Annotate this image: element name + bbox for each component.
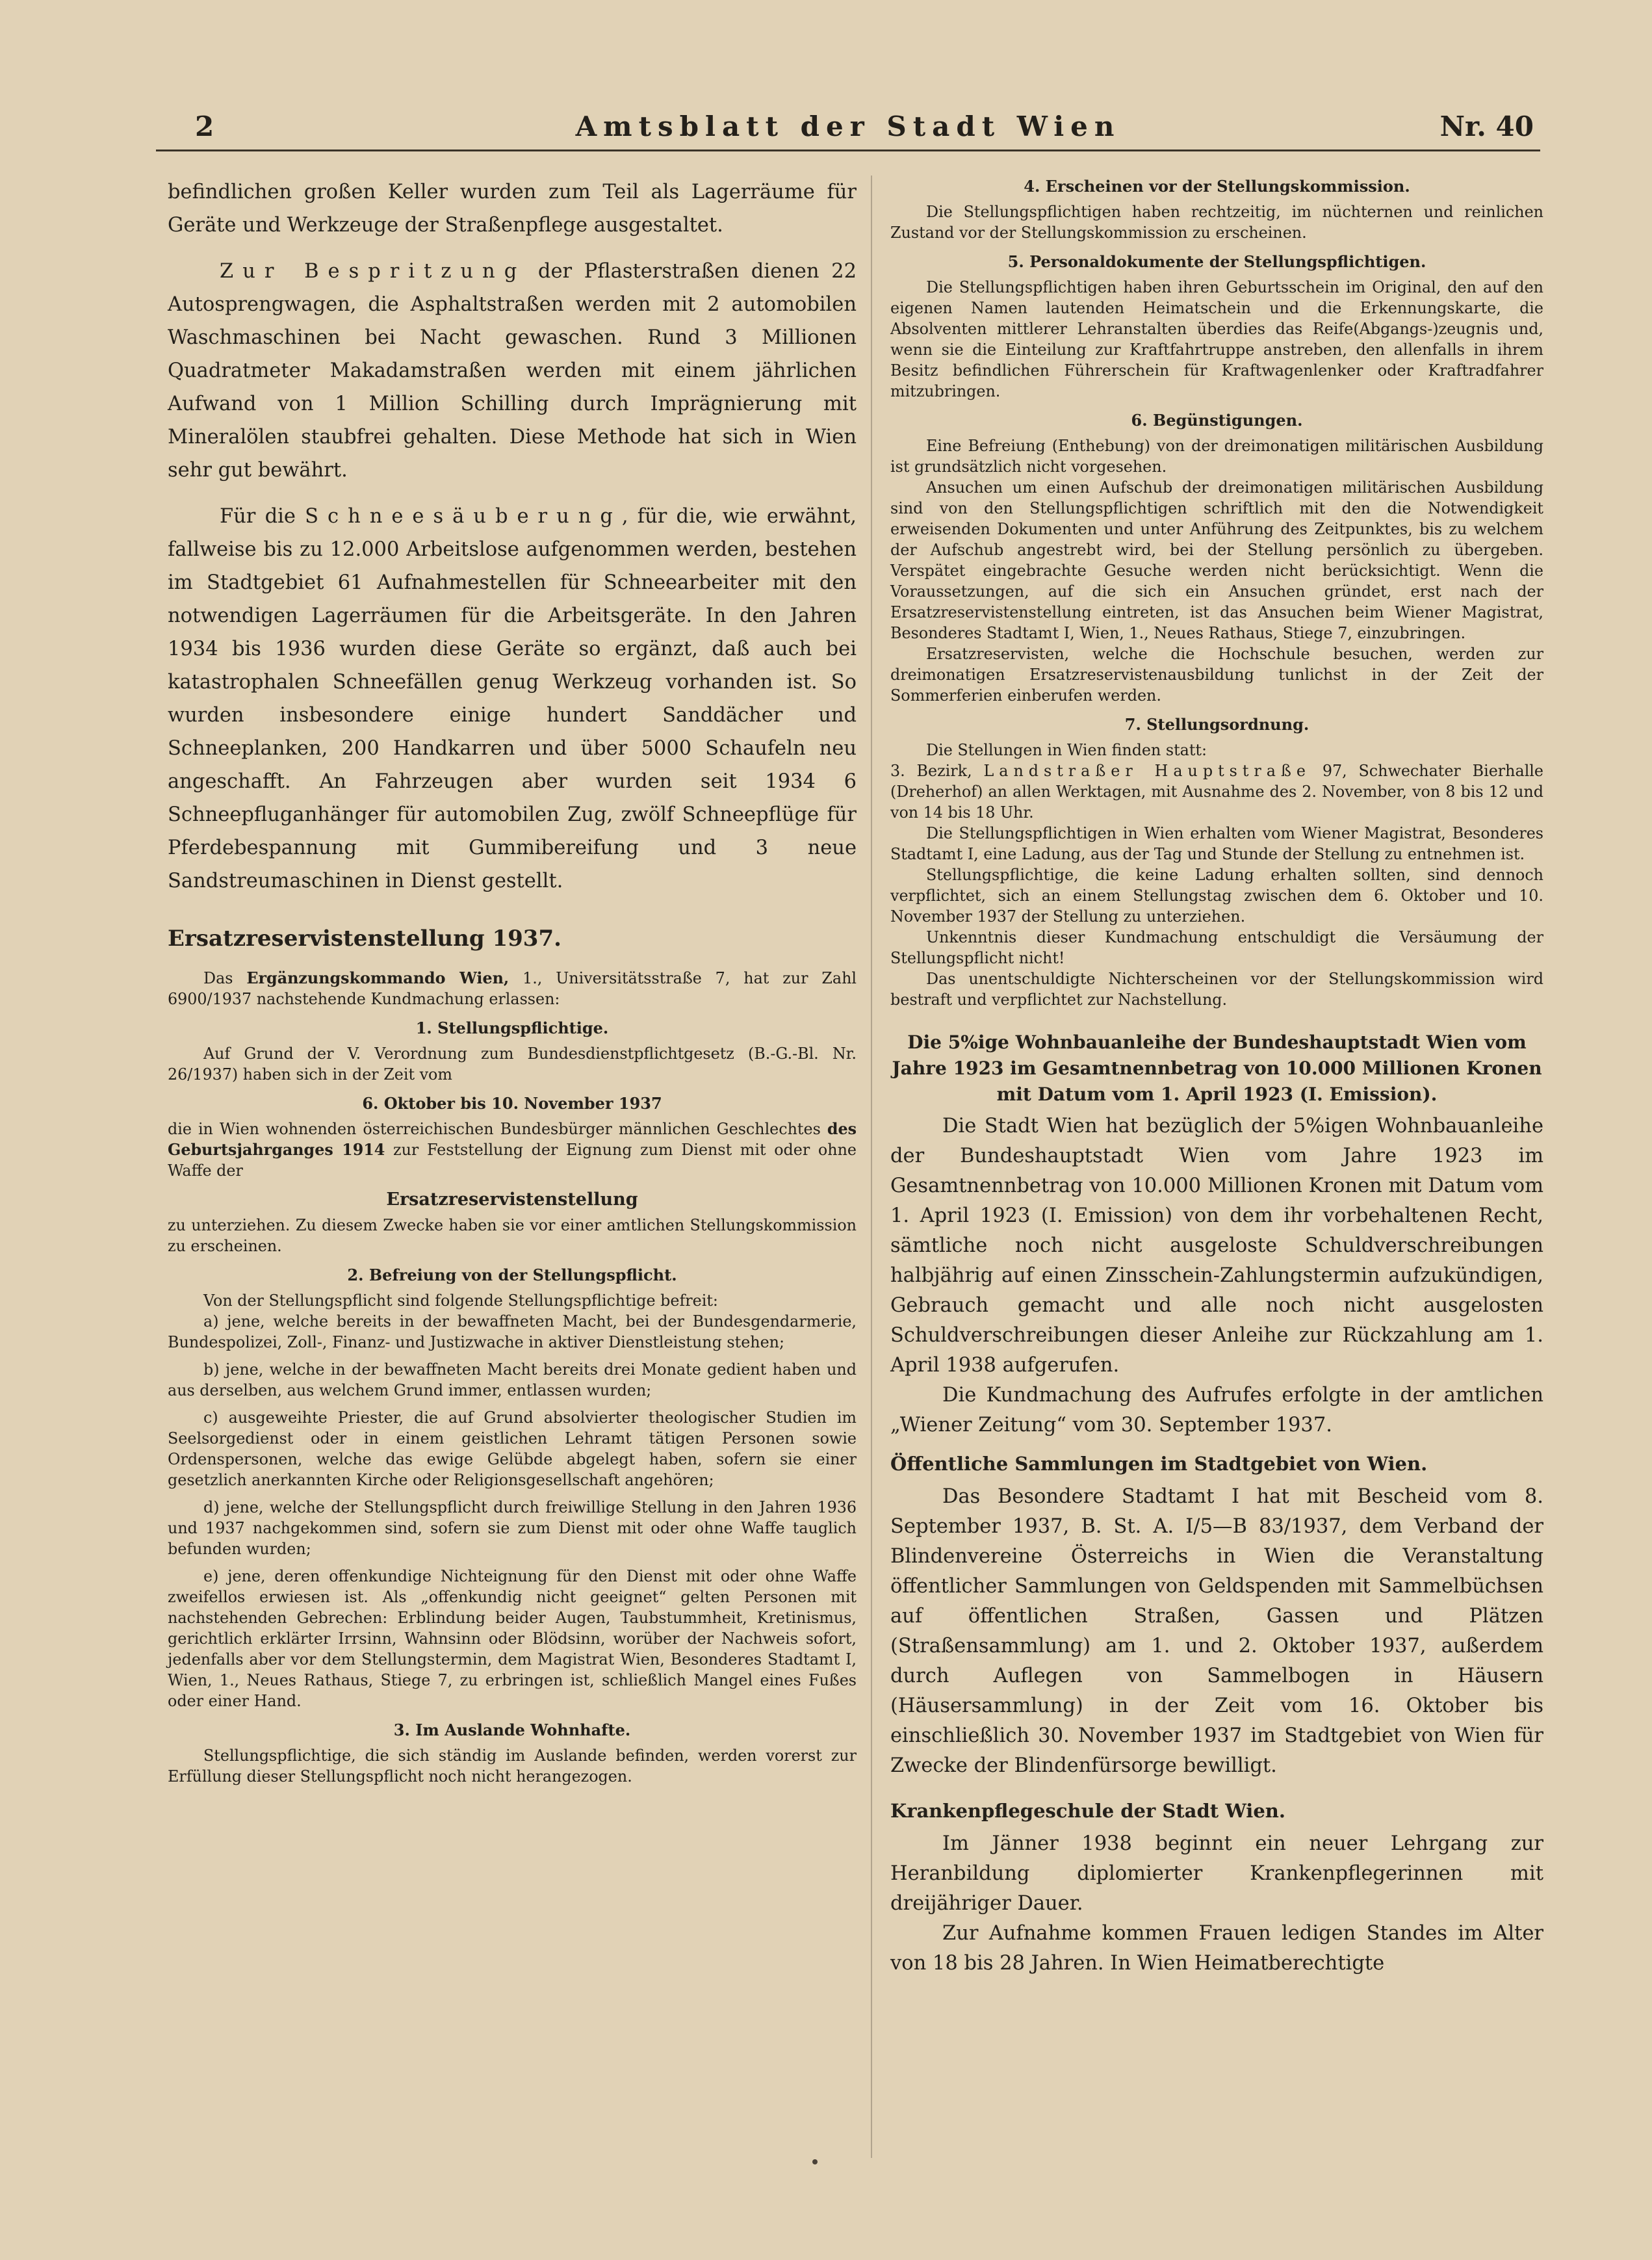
ink-dot — [812, 2159, 818, 2164]
nursing-school-article — [890, 1829, 1543, 1979]
list-item: b) jene, welche in der bewaffneten Macht bereits drei Monate gedient haben und aus derselben, aus welchem Grund immer, entlassen wurden; — [168, 1360, 857, 1399]
spaced-term: Zur Bespritzung — [220, 260, 526, 283]
section-heading: Öffentliche Sammlungen im Stadtgebiet von Wien. — [890, 1453, 1428, 1475]
subsection-title: 1. Stellungspflichtige. — [415, 1019, 609, 1037]
paragraph: Für die Schneesäuberung, für die, wie erwähnt, fallweise bis zu 12.000 Arbeitslose aufgenommen werden, bestehen im Stadtgebiet 61 Aufnahmestellen für Schneearbeiter mit den notwendigen Lagerräumen für die Arbeitsgeräte. In den Jahren 1934 bis 1936 wurden diese Geräte so ergänzt, daß auch bei katastrophalen Schneefällen genug Werkzeug vorhanden ist. So wurden insbesondere einige hundert Sanddächer und Schneeplanken, 200 Handkarren und über 5000 Schaufeln neu angeschafft. An Fahrzeugen aber wurden seit 1934 6 Schneepfluganhänger für automobilen Zug, zwölf Schneepflüge für Pferdebespannung mit Gummibereifung und 3 neue Sandstreumaschinen in Dienst gestellt. — [168, 505, 857, 892]
paragraph: die in Wien wohnenden österreichischen Bundesbürger männlichen Geschlechtes des Geburtsjahrganges 1914 zur Feststellung der Eignung zum Dienst mit oder ohne Waffe der — [168, 1120, 857, 1180]
paragraph: Eine Befreiung (Enthebung) von der dreimonatigen militärischen Ausbildung ist grundsätzlich nicht vorgesehen. — [890, 437, 1543, 476]
list-item: d) jene, welche der Stellungspflicht durch freiwillige Stellung in den Jahren 1936 und 1937 nachgekommen sind, sofern sie zum Dienst mit oder ohne Waffe tauglich befunden wurden; — [168, 1498, 857, 1558]
paragraph: 3. Bezirk, Landstraßer Hauptstraße 97, Schwechater Bierhalle (Dreherhof) an allen Werktagen, mit Ausnahme des 2. November, von 8 bis 12 und von 14 bis 18 Uhr. — [890, 762, 1544, 822]
paragraph: Die Kundmachung des Aufrufes erfolgte in der amtlichen „Wiener Zeitung“ vom 30. September 1937. — [890, 1384, 1543, 1436]
section-heading: Die 5%ige Wohnbauanleihe der Bundeshauptstadt Wien vom Jahre 1923 im Gesamtnennbetrag von 10.000 Millionen Kronen mit Datum vom 1. April 1923 (I. Emission). — [892, 1032, 1542, 1105]
right-column — [890, 175, 1543, 1979]
loan-article — [890, 1111, 1543, 1440]
paragraph: Auf Grund der V. Verordnung zum Bundesdienstpflichtgesetz (B.-G.-Bl. Nr. 26/1937) haben sich in der Zeit vom — [168, 1045, 857, 1084]
collections-article — [890, 1482, 1543, 1781]
street-cleaning-article — [168, 175, 857, 898]
list-item: e) jene, deren offenkundige Nichteignung für den Dienst mit oder ohne Waffe zweifellos erwiesen ist. Als „offenkundig nicht geeignet“ gelten Personen mit nachstehenden Gebrechen: Erblindung beider Augen, Taubstummheit, Kretinismus, gerichtlich erklärter Irrsinn, Wahnsinn oder Blödsinn, worüber der Nachweis sofort, jedenfalls aber vor dem Stellungstermin, dem Magistrat Wien, Besonderes Stadtamt I, Wien, 1., Neues Rathaus, Stiege 7, zu erbringen ist, schließlich Mangel eines Fußes oder einer Hand. — [168, 1567, 857, 1710]
page-number: 2 — [195, 110, 214, 142]
paragraph: Zur Bespritzung der Pflasterstraßen dienen 22 Autosprengwagen, die Asphaltstraßen werden mit 2 automobilen Waschmaschinen bei Nacht gewaschen. Rund 3 Millionen Quadratmeter Makadamstraßen werden mit einem jährlichen Aufwand von 1 Million Schilling durch Imprägnierung mit Mineralölen staubfrei gehalten. Diese Methode hat sich in Wien sehr gut bewährt. — [168, 260, 857, 482]
subsection-title: 4. Erscheinen vor der Stellungskommission. — [1024, 177, 1410, 196]
list-item: c) ausgeweihte Priester, die auf Grund absolvierter theologischer Studien im Seelsorgedienst oder in einem geistlichen Lehramt tätigen Personen sowie Ordenspersonen, welche das ewige Gelübde abgelegt haben, sofern sie einer gesetzlich anerkannten Kirche oder Religionsgesellschaft angehören; — [168, 1409, 857, 1489]
reservist-notice-continued — [890, 175, 1543, 1010]
section-heading: Krankenpflegeschule der Stadt Wien. — [890, 1800, 1285, 1822]
paragraph: Stellungspflichtige, die keine Ladung erhalten sollten, sind dennoch verpflichtet, sich an einem Stellungstag zwischen dem 6. Oktober und 10. November 1937 der Stellung zu unterziehen. — [890, 866, 1543, 926]
paragraph: befindlichen großen Keller wurden zum Teil als Lagerräume für Geräte und Werkzeuge der Straßenpflege ausgestaltet. — [168, 181, 857, 237]
paragraph: Das Ergänzungskommando Wien, 1., Universitätsstraße 7, hat zur Zahl 6900/1937 nachstehende Kundmachung erlassen: — [168, 969, 857, 1008]
subsection-title: 2. Befreiung von der Stellungspflicht. — [347, 1266, 677, 1284]
centered-term: Ersatzreservistenstellung — [386, 1189, 638, 1210]
paragraph: Von der Stellungspflicht sind folgende Stellungspflichtige befreit: — [203, 1292, 718, 1310]
spaced-term: Schneesäuberung — [305, 505, 622, 528]
paragraph: Ansuchen um einen Aufschub der dreimonatigen militärischen Ausbildung sind von den Stellungspflichtigen schriftlich mit den die Notwendigkeit erweisenden Dokumenten und unter Anführung des Zeitpunktes, bis zu welchem der Aufschub angestrebt wird, bei der Stellung persönlich zu übergeben. Verspätet eingebrachte Gesuche werden nicht berücksichtigt. Wenn die Voraussetzungen, auf die sich ein Ansuchen gründet, erst nach der Ersatzreservistenstellung eintreten, ist das Ansuchen beim Wiener Magistrat, Besonderes Stadtamt I, Wien, 1., Neues Rathaus, Stiege 7, einzubringen. — [890, 478, 1543, 642]
paragraph: Zur Aufnahme kommen Frauen ledigen Standes im Alter von 18 bis 28 Jahren. In Wien Heimatberechtigte — [890, 1922, 1543, 1975]
subsection-title: 6. Begünstigungen. — [1131, 411, 1303, 430]
paragraph: Im Jänner 1938 beginnt ein neuer Lehrgang zur Heranbildung diplomierter Krankenpflegerinnen mit dreijähriger Dauer. — [890, 1832, 1543, 1915]
reservist-notice — [168, 968, 857, 1787]
paragraph: Ersatzreservisten, welche die Hochschule besuchen, werden zur dreimonatigen Ersatzreservistenausbildung tunlichst in der Zeit der Sommerferien einberufen werden. — [890, 645, 1543, 705]
paragraph: Die Stellungspflichtigen haben rechtzeitig, im nüchternen und reinlichen Zustand vor der Stellungskommission zu erscheinen. — [890, 203, 1543, 242]
left-column — [168, 175, 857, 1787]
paragraph: Unkenntnis dieser Kundmachung entschuldigt die Versäumung der Stellungspflicht nicht! — [890, 928, 1543, 967]
section-heading: Ersatzreservistenstellung 1937. — [168, 926, 561, 952]
subsection-title: 5. Personaldokumente der Stellungspflichtigen. — [1007, 252, 1426, 271]
subsection-title: 3. Im Auslande Wohnhafte. — [393, 1721, 631, 1739]
paragraph: Die Stellungen in Wien finden statt: — [926, 741, 1207, 759]
paragraph: zu unterziehen. Zu diesem Zwecke haben sie vor einer amtlichen Stellungskommission zu erscheinen. — [168, 1216, 857, 1255]
column-divider — [871, 175, 872, 2158]
paragraph: Die Stadt Wien hat bezüglich der 5%igen Wohnbauanleihe der Bundeshauptstadt Wien vom Jahre 1923 im Gesamtnennbetrag von 10.000 Millionen Kronen mit Datum vom 1. April 1923 (I. Emission) von dem ihr vorbehaltenen Recht, sämtliche noch nicht ausgeloste Schuldverschreibungen halbjährig auf einen Zinsschein-Zahlungstermin aufzukündigen, Gebrauch gemacht und alle noch nicht ausgelosten Schuldverschreibungen dieser Anleihe zur Rückzahlung am 1. April 1938 aufgerufen. — [890, 1115, 1543, 1377]
paragraph: Stellungspflichtige, die sich ständig im Auslande befinden, werden vorerst zur Erfüllung dieser Stellungspflicht noch nicht herangezogen. — [168, 1747, 857, 1786]
paragraph: Die Stellungspflichtigen in Wien erhalten vom Wiener Magistrat, Besonderes Stadtamt I, eine Ladung, aus der Tag und Stunde der Stellung zu entnehmen ist. — [890, 824, 1543, 863]
paragraph: Die Stellungspflichtigen haben ihren Geburtsschein im Original, den auf den eigenen Namen lautenden Heimatschein und die Erkennungskarte, die Absolventen mittlerer Lehranstalten überdies das Reife(Abgangs-)zeugnis und, wenn sie die Einteilung zur Kraftfahrtruppe anstreben, den allenfalls in ihrem Besitz befindlichen Führerschein für Kraftwagenlenker oder Kraftradfahrer mitzubringen. — [890, 278, 1543, 400]
spaced-term: Landstraßer Hauptstraße — [983, 762, 1311, 780]
paragraph: Das Besondere Stadtamt I hat mit Bescheid vom 8. September 1937, B. St. A. I/5—B 83/1937, dem Verband der Blindenvereine Österreichs in Wien die Veranstaltung öffentlicher Sammlungen von Geldspenden mit Sammelbüchsen auf öffentlichen Straßen, Gassen und Plätzen (Straßensammlung) am 1. und 2. Oktober 1937, außerdem durch Auflegen von Sammelbogen in Häusern (Häusersammlung) in der Zeit vom 16. Oktober bis einschließlich 30. November 1937 im Stadtgebiet von Wien für Zwecke der Blindenfürsorge bewilligt. — [890, 1485, 1543, 1777]
list-item: a) jene, welche bereits in der bewaffneten Macht, bei der Bundesgendarmerie, Bundespolizei, Zoll-, Finanz- und Justizwache in aktiver Dienstleistung stehen; — [168, 1312, 857, 1351]
paragraph: Das unentschuldigte Nichterscheinen vor der Stellungskommission wird bestraft und verpflichtet zur Nachstellung. — [890, 970, 1543, 1009]
publication-title: Amtsblatt der Stadt Wien — [575, 110, 1121, 142]
date-line: 6. Oktober bis 10. November 1937 — [362, 1094, 662, 1113]
page-header — [156, 104, 1540, 151]
issue-number: Nr. 40 — [1439, 110, 1534, 142]
subsection-title: 7. Stellungsordnung. — [1124, 715, 1310, 734]
